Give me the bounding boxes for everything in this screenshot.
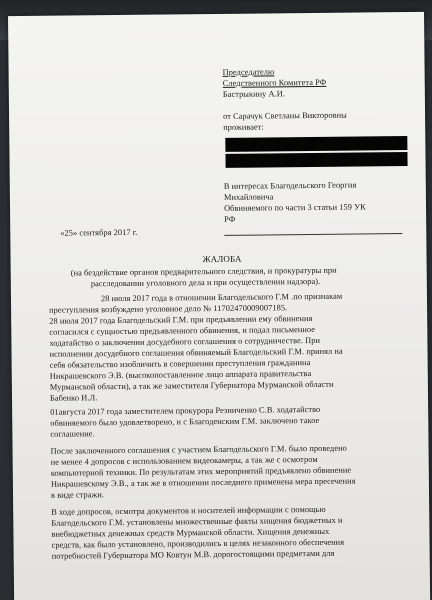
addressee-line-3: Бастрыкину А.И. — [222, 89, 286, 99]
p1-line-2: преступления возбуждено уголовное дело № 11702470009007185. — [49, 303, 288, 315]
addressee-line-2: Следственного Комитета РФ — [222, 77, 327, 88]
interest-line-2: Михайловича — [223, 192, 274, 202]
redacted-address-2 — [225, 152, 407, 168]
document-date: «25» сентября 2017 г. — [60, 227, 138, 238]
p2-line-5: себя обязательство изобличить в совершении преступления гражданина — [49, 358, 311, 370]
p2-line-6: Никрашевского Э.В. (высокопоставленное лицо аппарата правительства — [49, 369, 312, 381]
subtitle-line-1: (на бездействие органов предварительного следствия, и прокуратуры при — [70, 265, 337, 278]
p2-line-1: 28 июля 2017 года Благодельский Г.М. при предъявлении ему обвинения — [49, 314, 313, 326]
p2-line-4: исполнении досудебного соглашения обвиняемый Благодельский Г.М. принял на — [49, 346, 343, 359]
redacted-address-1 — [225, 136, 407, 152]
interest-line-4: РФ — [224, 214, 236, 224]
p2-line-7: Мурманской области), а так же заместителя Губернатора Мурманской области — [49, 379, 334, 392]
addressee-line-1: Председателю — [222, 67, 275, 77]
p3-line-3: соглашение. — [50, 429, 95, 439]
p3-line-2: обвиняемого было удовлетворено, и с Благоденским Г.М. заключено такое — [50, 415, 320, 428]
p1-line-1: 28 июля 2017 года в отношении Благодельского Г.М .по признакам — [100, 291, 343, 304]
subtitle-line-2: расследовании уголовного дела и при осуществлении надзора). — [90, 276, 321, 289]
p2-line-3: ходатайство о заключении досудебного соглашения о сотрудничестве. При — [49, 335, 321, 348]
interest-line-1: В интересах Благодельского Георгия — [223, 180, 357, 191]
document-page — [8, 12, 430, 600]
p5-line-3: внебюджетных денежных средств Мурманской области. Хищения денежных — [51, 526, 330, 539]
signature-rule — [224, 233, 402, 236]
p4-line-2: не менее 4 допросов с использованием видеокамеры, а так же с осмотром — [50, 454, 318, 467]
p4-line-4: Никрашевскому Э.В., а так же в отношении последнего применена мера пресечения — [50, 476, 356, 489]
interest-line-3: Обвиняемого по части 3 статьи 159 УК — [223, 202, 366, 213]
p2-line-8: Бабенко И.Л. — [49, 393, 98, 403]
sender-line-2: проживает: — [223, 122, 264, 132]
p4-line-5: в виде стражи. — [50, 490, 105, 500]
p3-line-1: 01августа 2017 года заместителем прокурора Резниченко С.В. ходатайство — [50, 404, 321, 417]
p5-line-5: потребностей Губернатора МО Ковтун М.В. дорогостоящими предметами для — [51, 548, 335, 561]
sender-line-1: от Сарачук Светланы Викторовны — [223, 110, 347, 121]
p5-line-1: В ходе допросов, осмотра документов и носителей информации с помощью — [51, 504, 326, 517]
p4-line-3: компьютерной техники. По результатам этих мероприятий предъявлено обвинение — [50, 465, 352, 478]
p5-line-4: средств, как было установлено, производились в целях незаконного обеспечения — [51, 537, 345, 550]
p4-line-1: После заключенного соглашения с участием Благодельского Г.М. было проведено — [50, 443, 347, 456]
p5-line-2: Благодельского Г.М. установлены множественные факты хищения бюджетных и — [51, 515, 343, 528]
document-title: ЖАЛОБА — [202, 253, 242, 265]
p2-line-2: согласился с сущностью предъявленного обвинения, и подал письменное — [49, 324, 316, 337]
